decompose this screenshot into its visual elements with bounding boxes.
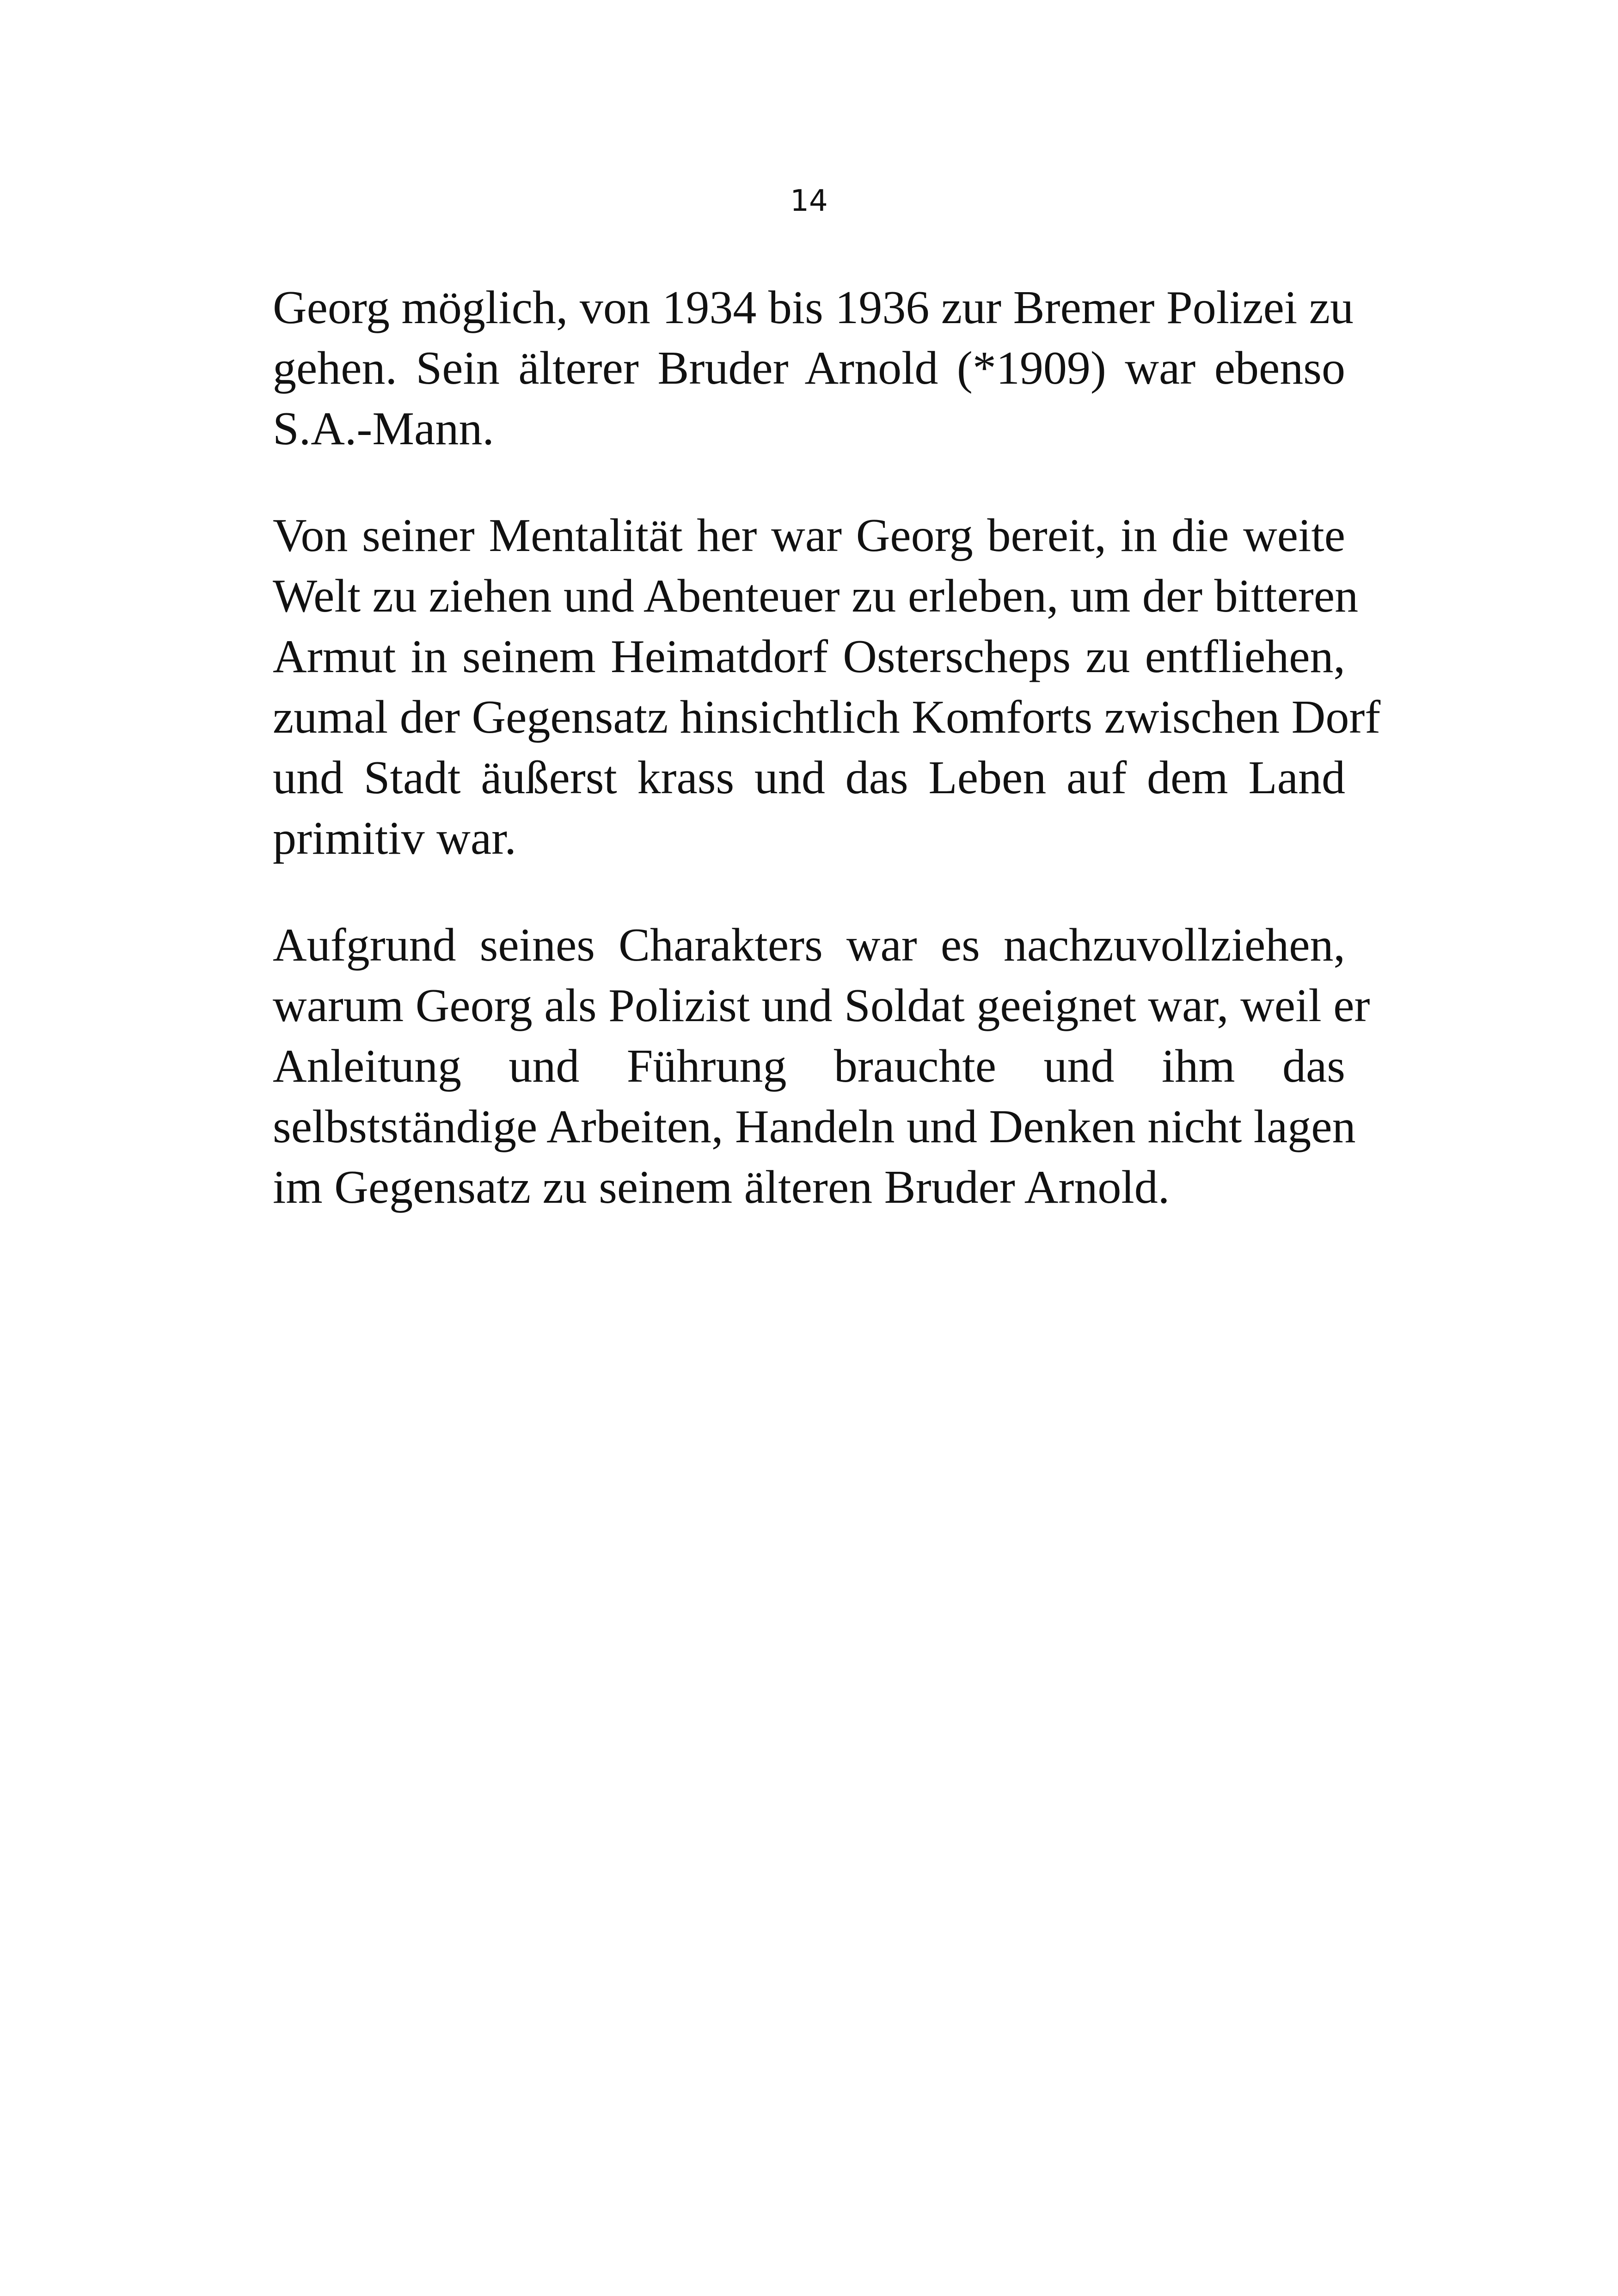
text-line: gehen. Sein älterer Bruder Arnold (*1909) war ebenso bbox=[273, 342, 1345, 394]
page-number: 14 bbox=[790, 184, 828, 218]
text-line: selbstständige Arbeiten, Handeln und Denken nicht lagen bbox=[273, 1101, 1356, 1153]
text-line: S.A.-Mann. bbox=[273, 403, 494, 455]
text-line: Armut in seinem Heimatdorf Osterscheps zu entfliehen, bbox=[273, 631, 1345, 683]
text-line: und Stadt äußerst krass und das Leben auf dem Land bbox=[273, 752, 1345, 804]
text-line: Georg möglich, von 1934 bis 1936 zur Bremer Polizei zu bbox=[273, 282, 1354, 334]
text-line: Welt zu ziehen und Abenteuer zu erleben, um der bitteren bbox=[273, 570, 1359, 622]
text-line: warum Georg als Polizist und Soldat geeignet war, weil er bbox=[273, 980, 1370, 1032]
text-line: im Gegensatz zu seinem älteren Bruder Arnold. bbox=[273, 1161, 1170, 1213]
text-line: primitiv war. bbox=[273, 812, 516, 864]
paragraph-3 bbox=[273, 915, 1370, 1218]
paragraph-2 bbox=[273, 505, 1381, 869]
text-line: Anleitung und Führung brauchte und ihm das bbox=[273, 1040, 1345, 1092]
paragraph-1 bbox=[273, 277, 1354, 459]
text-line: zumal der Gegensatz hinsichtlich Komforts zwischen Dorf bbox=[273, 691, 1381, 743]
body-text bbox=[273, 277, 1381, 1218]
text-line: Aufgrund seines Charakters war es nachzuvollziehen, bbox=[273, 919, 1345, 971]
text-line: Von seiner Mentalität her war Georg bereit, in die weite bbox=[273, 509, 1345, 562]
